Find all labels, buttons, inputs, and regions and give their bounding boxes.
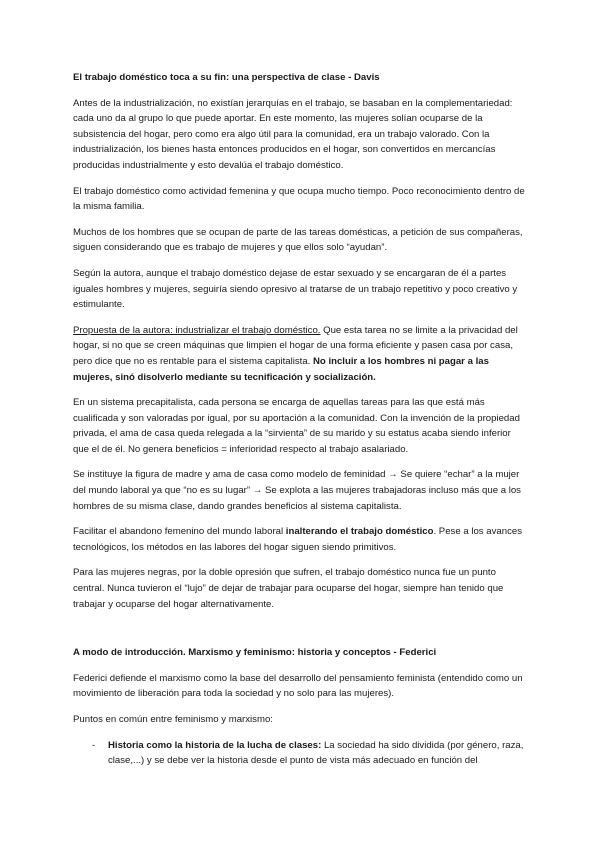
section1-paragraph-9: Para las mujeres negras, por la doble opresión que sufren, el trabajo doméstico nunca fue un punto central. Nunca tuvieron el “lujo” de dejar de trabajar para ocuparse del hogar, siempre han tenido que trabajar y ocuparse del hogar alternativamente.	[73, 567, 504, 610]
bullet-1-bold: Historia como la historia de la lucha de clases:	[108, 739, 322, 751]
section1-paragraph-3: Muchos de los hombres que se ocupan de parte de las tareas domésticas, a petición de sus compañeras, siguen considerando que es trabajo de mujeres y que ellos solo “ayudan”.	[73, 226, 523, 254]
paragraph-8-rest: . Pese a los avances tecnológicos, los métodos en las labores del hogar siguen siendo primitivos.	[73, 526, 522, 553]
section2-paragraph-1: Federici defiende el marxismo como la base del desarrollo del pensamiento feminista (entendido como un movimiento de liberación para toda la sociedad y no solo para las mujeres).	[73, 672, 523, 700]
list-item	[73, 738, 529, 769]
author-proposal-text: Que esta tarea no se limite a la privacidad del hogar, si no que se creen máquinas que limpien el hogar de una forma eficiente y pasen casa por casa, pero dice que no es rentable para el sistema capitalista.	[73, 324, 518, 367]
section1-paragraph-6: En un sistema precapitalista, cada persona se encarga de aquellas tareas para las que está más cualificada y son valoradas por igual, por su aportación a la comunidad. Con la invención de la propiedad privada, el ama de casa queda relegada a la “sirvienta” de su marido y su estatus acaba siendo inferior que el de él. No genera beneficios = inferioridad respecto al trabajo asalariado.	[73, 397, 520, 455]
section1-paragraph-2: El trabajo doméstico como actividad femenina y que ocupa mucho tiempo. Poco reconocimiento dentro de la misma familia.	[73, 185, 525, 213]
bullet-marker: -	[92, 739, 96, 751]
bullet-1-text: La sociedad ha sido dividida (por género, raza, clase,...) y se debe ver la historia desde el punto de vista más adecuado en función del	[108, 739, 524, 767]
section1-paragraph-4: Según la autora, aunque el trabajo doméstico dejase de estar sexuado y se encargaran de él a partes iguales hombres y mujeres, seguiría siendo opresivo al tratarse de un trabajo repetitivo y poco creativo y estimulante.	[73, 267, 518, 311]
author-proposal-bold: No incluir a los hombres ni pagar a las mujeres, sinó disolverlo mediante su tecnificación y socialización.	[73, 355, 489, 383]
section1-paragraph-1: Antes de la industrialización, no existían jerarquías en el trabajo, se basaban en la complementariedad: cada uno da al grupo lo que puede aportar. En este momento, las mujeres solían ocuparse de la subsistencia del hogar, pero como era algo útil para la comunidad, era un trabajo valorado. Con la industrialización, los bienes hasta entonces producidos en el hogar, son convertidos en mercancías producidas industrialmente y esto devalúa el trabajo doméstico.	[73, 97, 513, 171]
paragraph-8-text: Facilitar el abandono femenino del mundo laboral	[73, 526, 286, 538]
section1-title: El trabajo doméstico toca a su fin: una perspectiva de clase - Davis	[73, 72, 380, 83]
document-content	[73, 70, 529, 769]
section1-paragraph-8	[73, 524, 529, 555]
section1-paragraph-7: Se instituye la figura de madre y ama de casa como modelo de feminidad → Se quiere “echar” a la mujer del mundo laboral ya que “no es su lugar” → Se explota a las mujeres trabajadoras incluso más que a los hombres de su misma clase, dando grandes beneficios al sistema capitalista.	[73, 469, 521, 512]
author-proposal-label: Propuesta de la autora: industrializar el trabajo doméstico.	[73, 324, 321, 336]
section2-paragraph-2: Puntos en común entre feminismo y marxismo:	[73, 714, 273, 725]
paragraph-8-bold: inalterando el trabajo doméstico	[285, 526, 434, 538]
section2-title: A modo de introducción. Marxismo y feminismo: historia y conceptos - Federici	[73, 647, 437, 659]
section-spacer	[73, 622, 529, 645]
section1-paragraph-5	[73, 323, 529, 385]
common-points-list	[73, 738, 529, 769]
